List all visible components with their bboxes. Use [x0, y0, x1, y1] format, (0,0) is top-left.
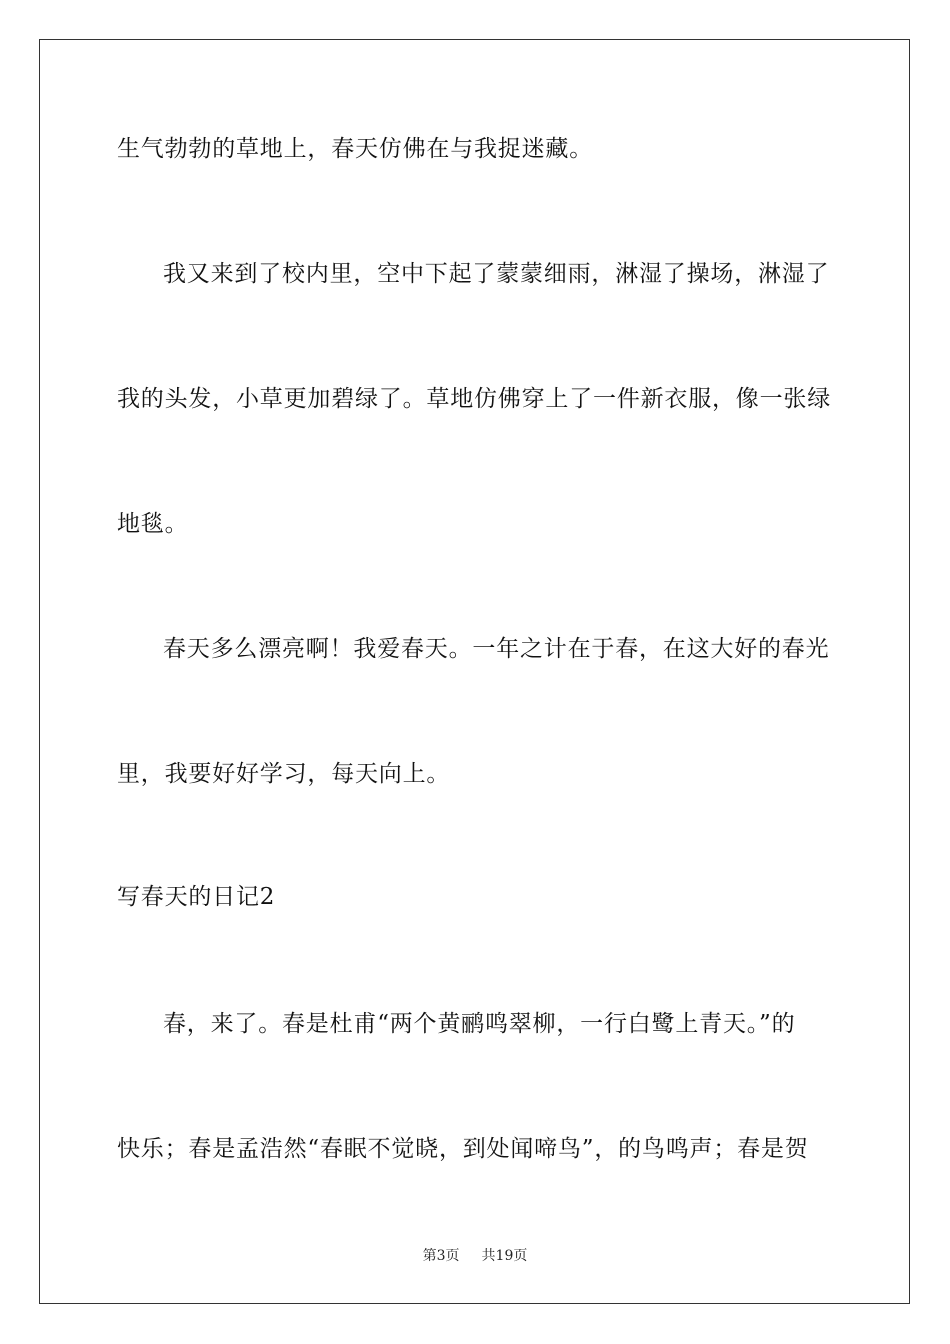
paragraph-start-line: 春天多么漂亮啊！我爱春天。一年之计在于春，在这大好的春光 — [163, 636, 830, 662]
text-line: 地毯。 — [117, 511, 189, 537]
page-total: 共19页 — [481, 1248, 528, 1264]
paragraph-start-line: 春，来了。春是杜甫“两个黄鹂鸣翠柳，一行白鹭上青天。”的 — [163, 1011, 796, 1037]
text-line: 我的头发，小草更加碧绿了。草地仿佛穿上了一件新衣服，像一张绿 — [117, 386, 831, 412]
paragraph-start-line: 我又来到了校内里，空中下起了蒙蒙细雨，淋湿了操场，淋湿了 — [163, 261, 830, 287]
page-number: 第3页 — [422, 1248, 460, 1264]
section-heading: 写春天的日记2 — [117, 884, 276, 910]
page-border — [39, 39, 910, 1304]
page-footer — [0, 1246, 950, 1266]
text-line: 里，我要好好学习，每天向上。 — [117, 761, 451, 787]
text-line: 快乐；春是孟浩然“春眠不觉晓，到处闻啼鸟”，的鸟鸣声；春是贺 — [117, 1136, 809, 1162]
text-line: 生气勃勃的草地上，春天仿佛在与我捉迷藏。 — [117, 136, 593, 162]
